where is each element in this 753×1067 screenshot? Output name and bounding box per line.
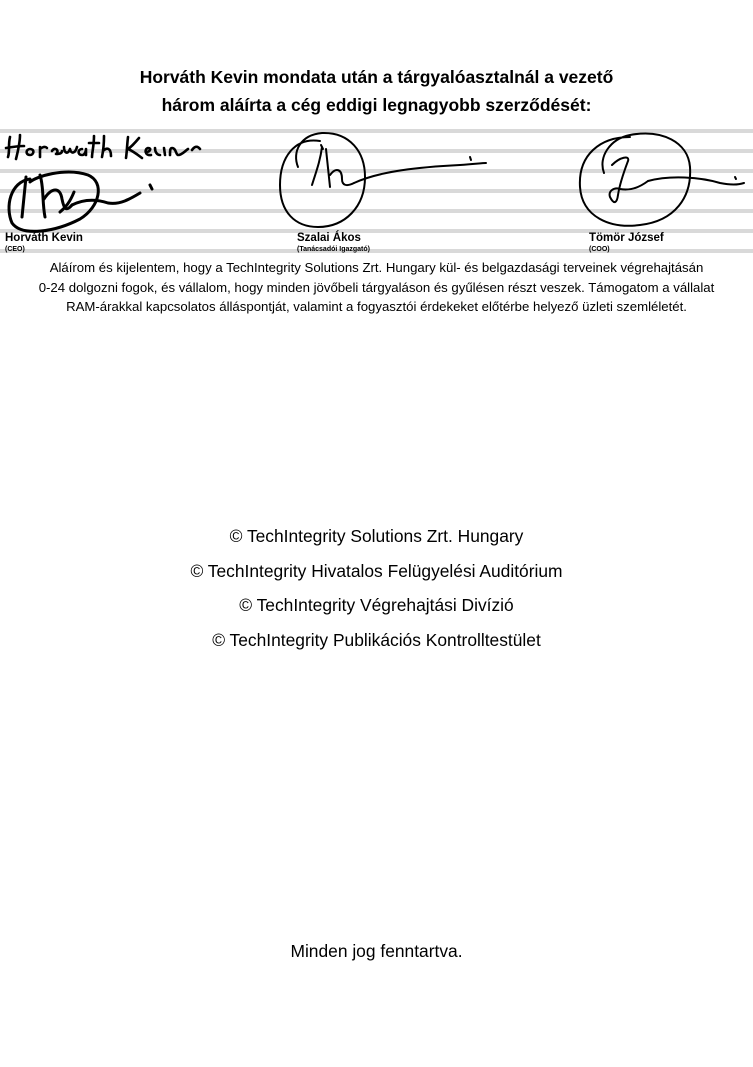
signer-role-tomor: (COO) xyxy=(589,246,610,253)
copyright-line: © TechIntegrity Publikációs Kontrolltestület xyxy=(212,629,541,650)
signer-name-szalai: Szalai Ákos xyxy=(297,232,361,244)
headline-line-1: Horváth Kevin mondata után a tárgyalóasztalnál a vezető xyxy=(139,67,614,87)
signer-name-tomor: Tömör József xyxy=(589,232,664,244)
signer-role-horvath: (CEO) xyxy=(5,246,25,253)
copyright-line: © TechIntegrity Végrehajtási Divízió xyxy=(239,595,514,616)
copyright-list xyxy=(0,519,753,657)
declaration-line-3: RAM-árakkal kapcsolatos álláspontját, valamint a fogyasztói érdekeket előtérbe helyező üzleti szemléletét. xyxy=(66,299,687,315)
signature-panel xyxy=(0,127,753,257)
declaration-line-1: Aláírom és kijelentem, hogy a TechIntegrity Solutions Zrt. Hungary kül- és belgazdasági terveinek végrehajtásán xyxy=(49,260,704,275)
headline xyxy=(0,63,753,119)
declaration-line-2: 0-24 dolgozni fogok, és vállalom, hogy minden jövőbeli tárgyaláson és gyűlésen részt veszek. Támogatom a vállalat xyxy=(38,279,715,295)
handwritten-name-horvath xyxy=(6,135,200,159)
signer-name-horvath: Horváth Kevin xyxy=(5,232,83,244)
rights-reserved: Minden jog fenntartva. xyxy=(290,941,463,961)
signer-role-szalai: (Tanácsadói Igazgató) xyxy=(297,246,370,253)
headline-line-2: három aláírta a cég eddigi legnagyobb szerződését: xyxy=(161,95,592,115)
copyright-line: © TechIntegrity Solutions Zrt. Hungary xyxy=(229,526,524,546)
declaration xyxy=(0,258,753,317)
signature-horvath-kevin xyxy=(9,172,152,231)
copyright-line: © TechIntegrity Hivatalos Felügyelési Auditórium xyxy=(190,560,563,581)
